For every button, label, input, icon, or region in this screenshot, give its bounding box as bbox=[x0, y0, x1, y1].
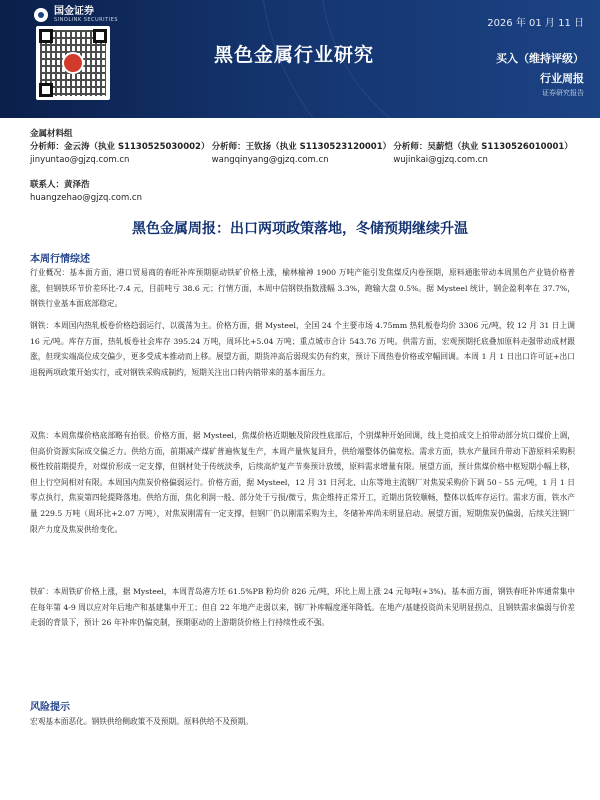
company-logo bbox=[34, 6, 118, 23]
qr-logo-icon bbox=[62, 52, 84, 74]
section-title-weekly: 本周行情综述 bbox=[30, 254, 90, 265]
paragraph-ore: 铁矿：本周铁矿价格上涨，据 Mysteel，本周青岛港方坯 61.5%PB 粉均价 826 元/吨，环比上周上涨 24 元每吨(+3%)。基本面方面，钢铁春旺补库通常集中在每年第 4-9 周以应对年后地产和基建集中开工；但自 22 年地产走弱以来，钢厂补库幅度逐年降低。在地产/基建投资尚未见明显拐点、且钢铁需求偏弱与价差走弱的背景下，预计 26 年补库仍偏克制，预期驱动的上游期货价格上行持续性或不强。 bbox=[30, 587, 575, 628]
paragraph-coke: 双焦：本周焦煤价格底部略有抬很。价格方面，据 Mysteel，焦煤价格近期触及阶段性底部后，个别煤种开始回调，线上竞拍成交上拍带动部分坑口煤价上调，但高价资源实际成交偏乏力。供给方面，前期减产煤矿普遍恢复生产，本周产量恢复回升，供给端整体仍偏宽松。需求方面，铁水产量回升带动下游原料采购积极性较前期提升，对煤价形成一定支撑，但钢材处于传统淡季，后续高炉复产节奏预计放缓，原料需求增量有限。展望方面，预计焦煤价格中枢短期小幅上移，但上行空间相对有限。本周国内焦炭价格偏弱运行。价格方面，据 Mysteel，12 月 31 日河北、山东等地主流钢厂对焦炭采购价下调 50 - 55 元/吨，1 月 1 日零点执行，焦炭第四轮提降落地。供给方面，焦化利润一般、部分处于亏损/微亏，焦企维持正常开工，近期出货较顺畅，整体以低库存运行。需求方面，铁水产量 229.5 万吨（周环比+2.07 万吨），对焦炭刚需有一定支撑，但钢厂仍以刚需采购为主，冬储补库尚未明显启动。展望方面，短期焦炭仍偏弱，后续关注钢厂限产力度及焦炭供给变化。 bbox=[30, 431, 575, 534]
logo-subtitle: SINOLINK SECURITIES bbox=[54, 17, 118, 23]
contact-label: 联系人：黄泽浩 bbox=[30, 180, 90, 190]
analyst-info bbox=[30, 128, 575, 205]
analyst-label: 分析师：金云涛（执业 S1130525030002） bbox=[30, 142, 210, 152]
paragraph-overview: 行业概况：基本面方面，港口贸易商的春旺补库预期驱动铁矿价格上涨，榆林榆神 1900 万吨产能引发焦煤反内卷预期，原料通胀带动本周黑色产业链价格普涨，但钢铁环节价差环比-7.4 元，目前吨亏 38.6 元；行情方面，本周中信钢铁指数涨幅 3.3%，跑输大盘 0.5%。据 Mysteel 统计，钢企盈利率在 37.7%，钢铁行业基本面底部稳定。 bbox=[30, 268, 575, 309]
section-title-risk: 风险提示 bbox=[30, 702, 70, 713]
contact-email[interactable]: huangzehao@gjzq.com.cn bbox=[30, 193, 142, 203]
paragraph-steel: 钢铁：本周国内热轧板卷价格趋弱运行、以震荡为主。价格方面，据 Mysteel，全国 24 个主要市场 4.75mm 热轧板卷均价 3306 元/吨，较 12 月 31 日上调 16 元/吨。库存方面，热轧板卷社会库存 395.24 万吨，周环比+5.04 万吨；重点城市合计 543.76 万吨。供需方面，宏观预期托底叠加原料走强带动成材跟涨，但现实端高位成交偏少，更多受成本推动而上移。展望方面，期货冲高后弱现实仍有约束，预计下周热卷价格或窄幅回调。本周 1 月 1 日出口许可证+出口退税两项政策开始实行，或对钢铁采购成制约，短期关注出口转内销带来的基本面压力。 bbox=[30, 321, 575, 377]
qr-code bbox=[36, 26, 110, 100]
report-header bbox=[0, 0, 600, 118]
main-title: 黑色金属周报：出口两项政策落地，冬储预期继续升温 bbox=[132, 221, 468, 237]
logo-icon bbox=[34, 8, 48, 22]
industry-group: 金属材料组 bbox=[30, 129, 73, 139]
analyst-email[interactable]: wangqinyang@gjzq.com.cn bbox=[211, 155, 329, 165]
analyst-item bbox=[393, 141, 575, 167]
report-kind: 证券研究报告 bbox=[542, 89, 584, 97]
analyst-label: 分析师：吴薪恺（执业 S1130526010001） bbox=[393, 142, 573, 152]
analyst-label: 分析师：王钦扬（执业 S1130523120001） bbox=[211, 142, 392, 152]
analyst-email[interactable]: wujinkai@gjzq.com.cn bbox=[393, 155, 488, 165]
analyst-item bbox=[212, 141, 394, 167]
analyst-email[interactable]: jinyuntao@gjzq.com.cn bbox=[30, 155, 130, 165]
analyst-item bbox=[30, 141, 212, 167]
paragraph-risk: 宏观基本面恶化。钢铁供给侧政策不及预期。原料供给不及预期。 bbox=[30, 717, 253, 726]
report-type: 行业周报 bbox=[540, 72, 584, 85]
rating-badge: 买入（维持评级） bbox=[496, 52, 584, 65]
report-title: 黑色金属行业研究 bbox=[214, 44, 375, 66]
analyst-list bbox=[30, 141, 575, 167]
logo-name: 国金证券 bbox=[54, 6, 94, 17]
report-date: 2026 年 01 月 11 日 bbox=[487, 18, 584, 29]
